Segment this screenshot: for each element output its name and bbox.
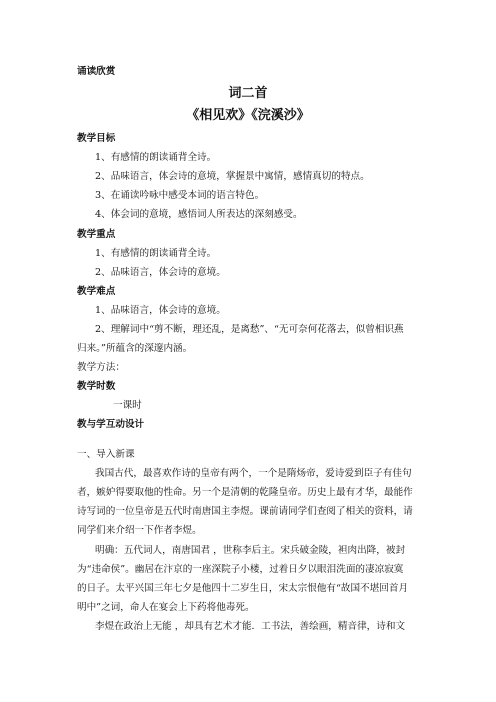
keypoint-item: 2、品味语言，体会诗的意境。 [95,267,226,278]
objectives-heading: 教学目标 [77,133,116,144]
objective-item: 2、品味语言，体会诗的意境，掌握景中寓情，感情真切的特点。 [95,171,370,182]
hours-heading: 教学时数 [77,381,116,392]
difficulty-item: 2、理解词中“剪不断，理还乱，是离愁”、“无可奈何花落去，似曾相识燕 [95,324,404,335]
difficulty-item-continued: 归来。”所蕴含的深邃内涵。 [77,343,193,354]
keypoints-heading: 教学重点 [77,229,116,240]
body-line: 明中”之词，命人在宴会上下药将他毒死。 [77,602,255,613]
body-line: 者，嫉妒得要取他的性命。另一个是清朝的乾隆皇帝。历史上最有才华，最能作 [77,487,413,498]
body-line: 诗写词的一位皇帝是五代时南唐国主李煜。课前请同学们查阅了相关的资料，请 [77,506,413,517]
document-subtitle: 《相见欢》《浣溪沙》 [186,108,310,123]
design-heading: 教与学互动设计 [77,419,145,430]
body-line: 明确：五代词人，南唐国君 ，世称李后主。宋兵破金陵，袒肉出降，被封 [95,545,406,556]
document-title: 词二首 [228,86,268,101]
section-lead-in: 一、导入新课 [77,449,135,460]
difficulty-item: 1、品味语言，体会诗的意境。 [95,305,226,316]
method-label: 教学方法： [77,362,125,373]
hours-value: 一课时 [113,400,142,411]
body-line: 为“违命侯”。幽居在汴京的一座深院子小楼，过着日夕以眼泪洗面的凄凉寂寞 [77,564,404,575]
body-line: 的日子。太平兴国三年七夕是他四十二岁生日，宋太宗恨他有“故国不堪回首月 [77,583,409,594]
objective-item: 3、在诵读吟咏中感受本词的语言特色。 [95,190,265,201]
keypoint-item: 1、有感情的朗读诵背全诗。 [95,248,217,259]
objective-item: 1、有感情的朗读诵背全诗。 [95,152,217,163]
objective-item: 4、体会词的意境，感悟词人所表达的深刻感受。 [95,209,303,220]
body-line: 同学们来介绍一下作者李煜。 [77,525,202,536]
body-line: 李煜在政治上无能 ，却具有艺术才能．工书法，善绘画，精音律，诗和文 [95,621,406,632]
section-header: 诵读欣赏 [77,66,116,77]
body-line: 我国古代，最喜欢作诗的皇帝有两个，一个是隋炀帝，爱诗爱到臣子有佳句 [95,468,412,479]
difficulties-heading: 教学难点 [77,286,116,297]
